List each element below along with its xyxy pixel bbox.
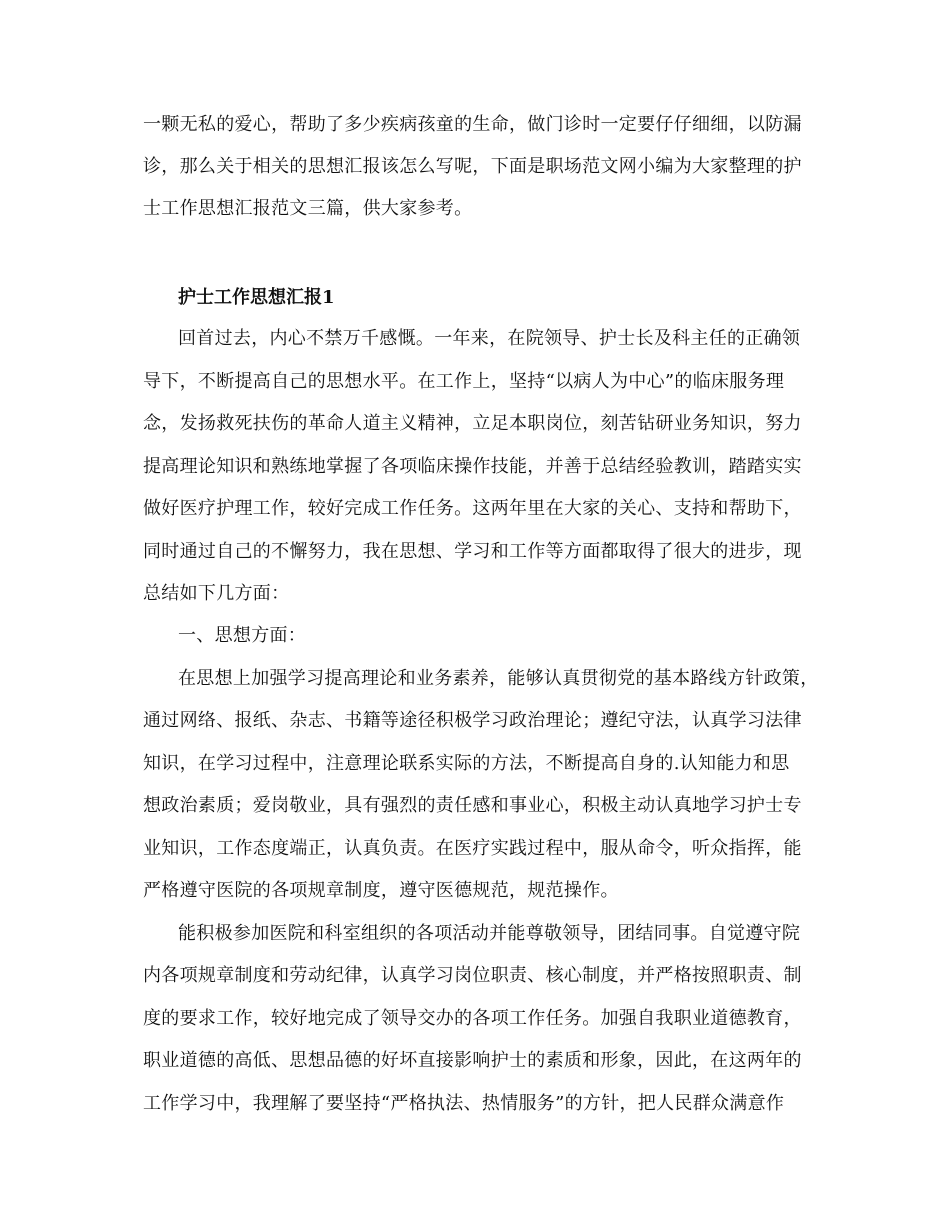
body-line: 念，发扬救死扶伤的革命人道主义精神，立足本职岗位，刻苦钻研业务知识，努力: [143, 413, 802, 434]
body-line: 职业道德的高低、思想品德的好坏直接影响护士的素质和形象，因此，在这两年的: [143, 1050, 802, 1071]
body-line: 想政治素质；爱岗敬业，具有强烈的责任感和事业心，积极主动认真地学习护士专: [143, 795, 802, 816]
intro-line: 士工作思想汇报范文三篇，供大家参考。: [143, 198, 473, 219]
body-line: 业知识，工作态度端正，认真负责。在医疗实践过程中，服从命令，听众指挥，能: [143, 838, 802, 859]
body-line: 工作学习中，我理解了要坚持“严格执法、热情服务”的方针，把人民群众满意作: [143, 1093, 785, 1114]
body-line: 内各项规章制度和劳动纪律，认真学习岗位职责、核心制度，并严格按照职责、制: [143, 965, 802, 986]
body-line: 同时通过自己的不懈努力，我在思想、学习和工作等方面都取得了很大的进步，现: [143, 541, 802, 562]
body-line: 度的要求工作，较好地完成了领导交办的各项工作任务。加强自我职业道德教育，: [143, 1008, 802, 1029]
body-line: 严格遵守医院的各项规章制度，遵守医德规范，规范操作。: [143, 880, 619, 901]
body-line: 在思想上加强学习提高理论和业务素养，能够认真贯彻党的基本路线方针政策，: [178, 668, 819, 689]
body-line: 通过网络、报纸、杂志、书籍等途径积极学习政治理论；遵纪守法，认真学习法律: [143, 710, 802, 731]
body-line: 知识，在学习过程中，注意理论联系实际的方法，不断提高自身的.认知能力和思: [143, 753, 790, 774]
body-line: 总结如下几方面：: [143, 583, 290, 604]
subsection-heading: 一、思想方面：: [178, 625, 307, 646]
section-heading: 护士工作思想汇报1: [178, 287, 335, 308]
body-line: 提高理论知识和熟练地掌握了各项临床操作技能，并善于总结经验教训，踏踏实实: [143, 456, 802, 477]
intro-line: 诊，那么关于相关的思想汇报该怎么写呢，下面是职场范文网小编为大家整理的护: [143, 156, 802, 177]
body-line: 回首过去，内心不禁万千感慨。一年来，在院领导、护士长及科主任的正确领: [178, 328, 801, 349]
body-line: 导下，不断提高自己的思想水平。在工作上，坚持“以病人为中心”的临床服务理: [143, 371, 785, 392]
body-line: 做好医疗护理工作，较好完成工作任务。这两年里在大家的关心、支持和帮助下，: [143, 498, 802, 519]
body-line: 能积极参加医院和科室组织的各项活动并能尊敬领导，团结同事。自觉遵守院: [178, 923, 801, 944]
intro-line: 一颗无私的爱心，帮助了多少疾病孩童的生命，做门诊时一定要仔仔细细，以防漏: [143, 114, 802, 135]
